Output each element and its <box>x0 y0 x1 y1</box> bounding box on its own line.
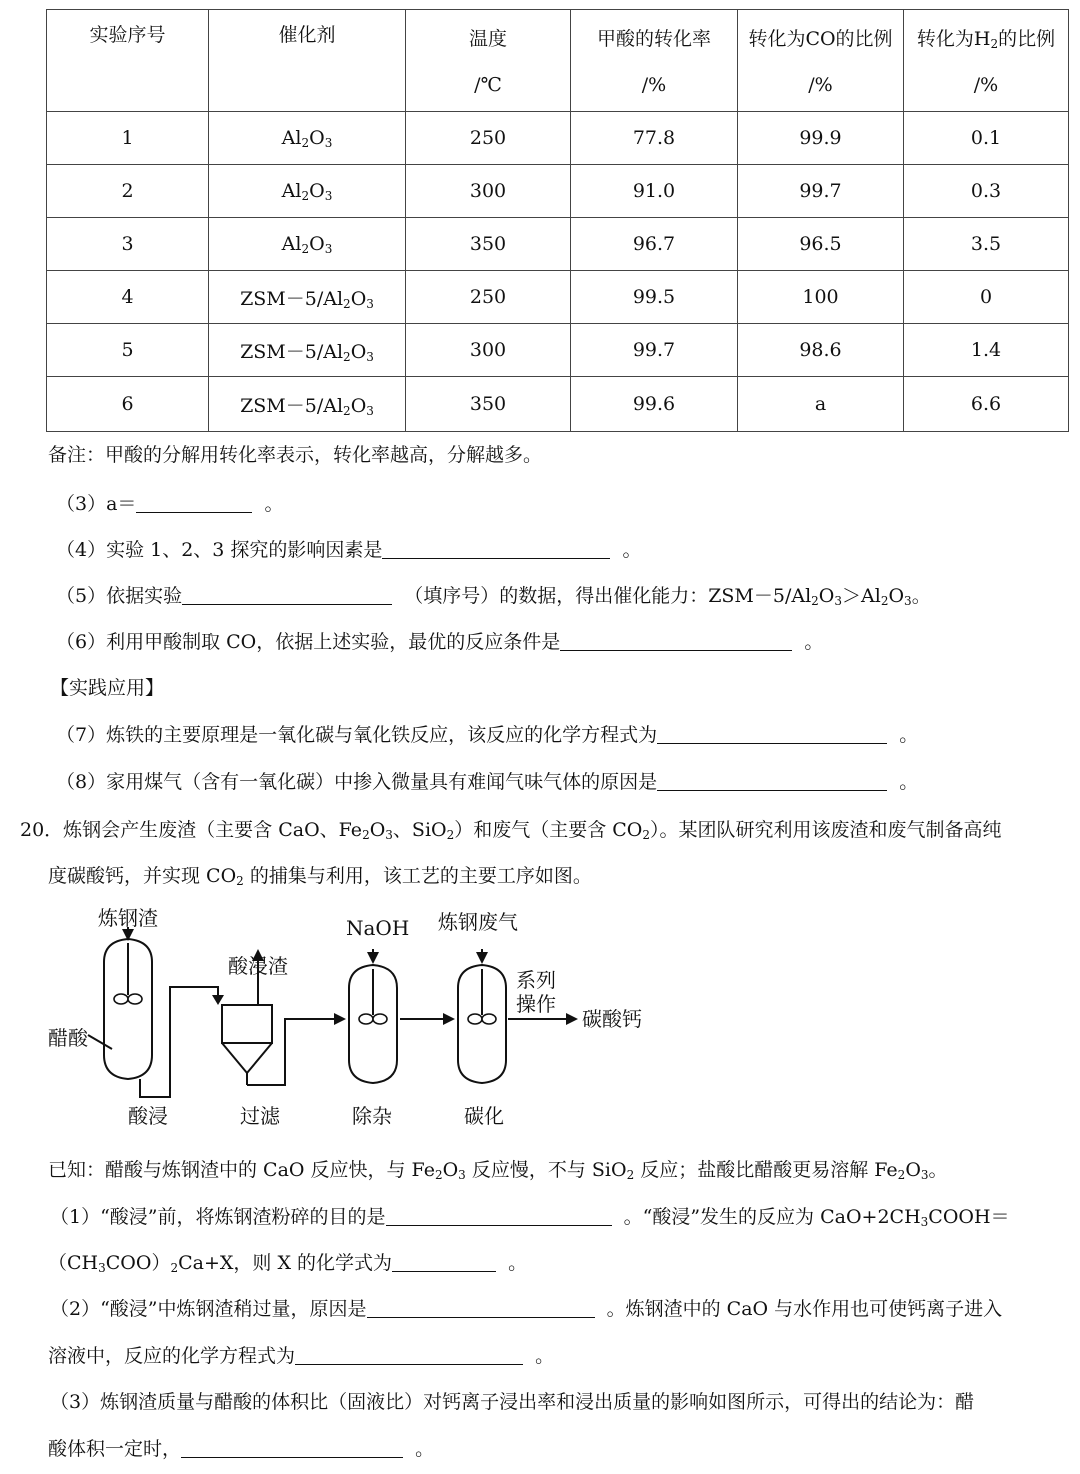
answer-blank-4[interactable] <box>382 540 610 559</box>
table-header-row <box>47 10 1069 112</box>
table-row <box>47 271 1069 324</box>
label-purify: 除杂 <box>352 1104 392 1128</box>
cell-conversion: 99.7 <box>571 324 738 377</box>
cell-co-ratio: 99.7 <box>738 165 904 218</box>
carbonize-reactor <box>458 965 506 1083</box>
answer-blank-3[interactable] <box>136 494 252 513</box>
label-carbonize: 碳化 <box>464 1104 504 1128</box>
cell-catalyst: $Al_2O_3$ <box>209 112 406 165</box>
cell-experiment-no: 1 <box>47 112 209 165</box>
filter-funnel <box>222 1005 272 1085</box>
filter-to-purify-pipe <box>247 1019 336 1085</box>
cell-catalyst: $Al_2O_3$ <box>209 165 406 218</box>
cell-temperature: 300 <box>406 165 571 218</box>
cell-catalyst: $ZSM-5/Al_2O_3$ <box>209 271 406 324</box>
problem-20-line2: 度碳酸钙，并实现 $CO_2$ 的捕集与利用，该工艺的主要工序如图。 <box>48 865 592 888</box>
cell-co-ratio: 100 <box>738 271 904 324</box>
cell-conversion: 99.6 <box>571 377 738 432</box>
subquestion-3-line1: （3）炼钢渣质量与醋酸的体积比（固液比）对钙离子浸出率和浸出质量的影响如图所示，可得出的结论为：醋 <box>50 1391 975 1413</box>
cell-h2-ratio: 1.4 <box>904 324 1069 377</box>
cell-conversion: 96.7 <box>571 218 738 271</box>
known-info: 已知：醋酸与炼钢渣中的 CaO 反应快，与 $Fe_2O_3$ 反应慢，不与 SiO$_2$ 反应；盐酸比醋酸更易溶解 $Fe_2O_3$。 <box>48 1159 948 1182</box>
answer-blank-8[interactable] <box>657 772 887 791</box>
question-3: （3）a＝ 。 <box>56 493 284 515</box>
subquestion-2-line2: 溶液中，反应的化学方程式为 。 <box>48 1345 555 1367</box>
cell-conversion: 77.8 <box>571 112 738 165</box>
section-practice: 【实践应用】 <box>50 677 165 699</box>
header-experiment-no: 实验序号 <box>47 10 209 112</box>
subquestion-3-line2: 酸体积一定时， 。 <box>48 1438 435 1460</box>
label-filter: 过滤 <box>240 1104 280 1128</box>
table-row <box>47 324 1069 377</box>
question-4: （4）实验 1、2、3 探究的影响因素是 。 <box>56 539 642 561</box>
cell-co-ratio: 96.5 <box>738 218 904 271</box>
answer-blank-7[interactable] <box>657 725 887 744</box>
label-series-1: 系列 <box>516 968 556 992</box>
header-co-ratio: 转化为CO的比例 /% <box>738 10 904 112</box>
label-product: 碳酸钙 <box>582 1007 642 1031</box>
table-note: 备注：甲酸的分解用转化率表示，转化率越高，分解越多。 <box>48 444 543 466</box>
label-slag: 炼钢渣 <box>98 906 158 930</box>
subquestion-1-line1: （1）“酸浸”前，将炼钢渣粉碎的目的是 。“酸浸”发生的反应为 $CaO+2CH_3COOH=$ <box>50 1206 1010 1229</box>
cell-experiment-no: 6 <box>47 377 209 432</box>
question-5: （5）依据实验 （填序号）的数据，得出催化能力：$ZSM-5/Al_2O_3>Al_2O_3$。 <box>56 585 931 608</box>
cell-temperature: 250 <box>406 271 571 324</box>
cell-experiment-no: 2 <box>47 165 209 218</box>
cell-experiment-no: 4 <box>47 271 209 324</box>
subquestion-1-line2: $(CH_3COO)_2Ca+X$，则 X 的化学式为 。 <box>48 1252 528 1275</box>
label-acetic: 醋酸 <box>48 1026 88 1050</box>
answer-blank-5[interactable] <box>182 586 392 605</box>
answer-blank-s1a[interactable] <box>386 1207 612 1226</box>
cell-catalyst: $ZSM-5/Al_2O_3$ <box>209 324 406 377</box>
cell-catalyst: $Al_2O_3$ <box>209 218 406 271</box>
cell-h2-ratio: 3.5 <box>904 218 1069 271</box>
cell-temperature: 350 <box>406 377 571 432</box>
table-row <box>47 165 1069 218</box>
question-7: （7）炼铁的主要原理是一氧化碳与氧化铁反应，该反应的化学方程式为 。 <box>56 724 919 746</box>
header-conversion: 甲酸的转化率 /% <box>571 10 738 112</box>
cell-h2-ratio: 0.1 <box>904 112 1069 165</box>
header-temperature: 温度 /℃ <box>406 10 571 112</box>
question-8: （8）家用煤气（含有一氧化碳）中掺入微量具有难闻气味气体的原因是 。 <box>56 771 919 793</box>
acetic-pointer <box>88 1035 112 1049</box>
cell-co-ratio: a <box>738 377 904 432</box>
cell-temperature: 300 <box>406 324 571 377</box>
acid-leach-reactor <box>104 939 152 1079</box>
cell-conversion: 91.0 <box>571 165 738 218</box>
process-flow-diagram <box>0 895 720 1135</box>
cell-catalyst: $ZSM-5/Al_2O_3$ <box>209 377 406 432</box>
answer-blank-s3[interactable] <box>181 1439 403 1458</box>
answer-blank-s1b[interactable] <box>392 1253 496 1272</box>
question-6: （6）利用甲酸制取 CO，依据上述实验，最优的反应条件是 。 <box>56 631 824 653</box>
header-h2-ratio: 转化为$H_2$的比例 /% <box>904 10 1069 112</box>
problem-20-line1: 20．炼钢会产生废渣（主要含 CaO、$Fe_2O_3$、SiO$_2$）和废气（主要含 $CO_2$）。某团队研究利用该废渣和废气制备高纯 <box>20 819 1002 842</box>
experiment-table <box>46 9 1069 432</box>
purify-reactor <box>349 965 397 1083</box>
answer-blank-s2a[interactable] <box>367 1299 595 1318</box>
answer-blank-6[interactable] <box>560 632 792 651</box>
cell-h2-ratio: 6.6 <box>904 377 1069 432</box>
cell-h2-ratio: 0.3 <box>904 165 1069 218</box>
cell-temperature: 250 <box>406 112 571 165</box>
cell-h2-ratio: 0 <box>904 271 1069 324</box>
label-series-2: 操作 <box>516 992 556 1016</box>
cell-co-ratio: 99.9 <box>738 112 904 165</box>
cell-experiment-no: 3 <box>47 218 209 271</box>
label-leach: 酸浸 <box>128 1104 168 1128</box>
table-row <box>47 112 1069 165</box>
cell-experiment-no: 5 <box>47 324 209 377</box>
header-catalyst: 催化剂 <box>209 10 406 112</box>
table-row <box>47 218 1069 271</box>
cell-temperature: 350 <box>406 218 571 271</box>
label-residue: 酸浸渣 <box>228 954 288 978</box>
table-row <box>47 377 1069 432</box>
label-naoh: NaOH <box>346 916 410 940</box>
label-waste-gas: 炼钢废气 <box>438 910 518 934</box>
cell-conversion: 99.5 <box>571 271 738 324</box>
subquestion-2-line1: （2）“酸浸”中炼钢渣稍过量，原因是 。炼钢渣中的 CaO 与水作用也可使钙离子进入 <box>50 1298 1003 1320</box>
answer-blank-s2b[interactable] <box>295 1346 523 1365</box>
cell-co-ratio: 98.6 <box>738 324 904 377</box>
